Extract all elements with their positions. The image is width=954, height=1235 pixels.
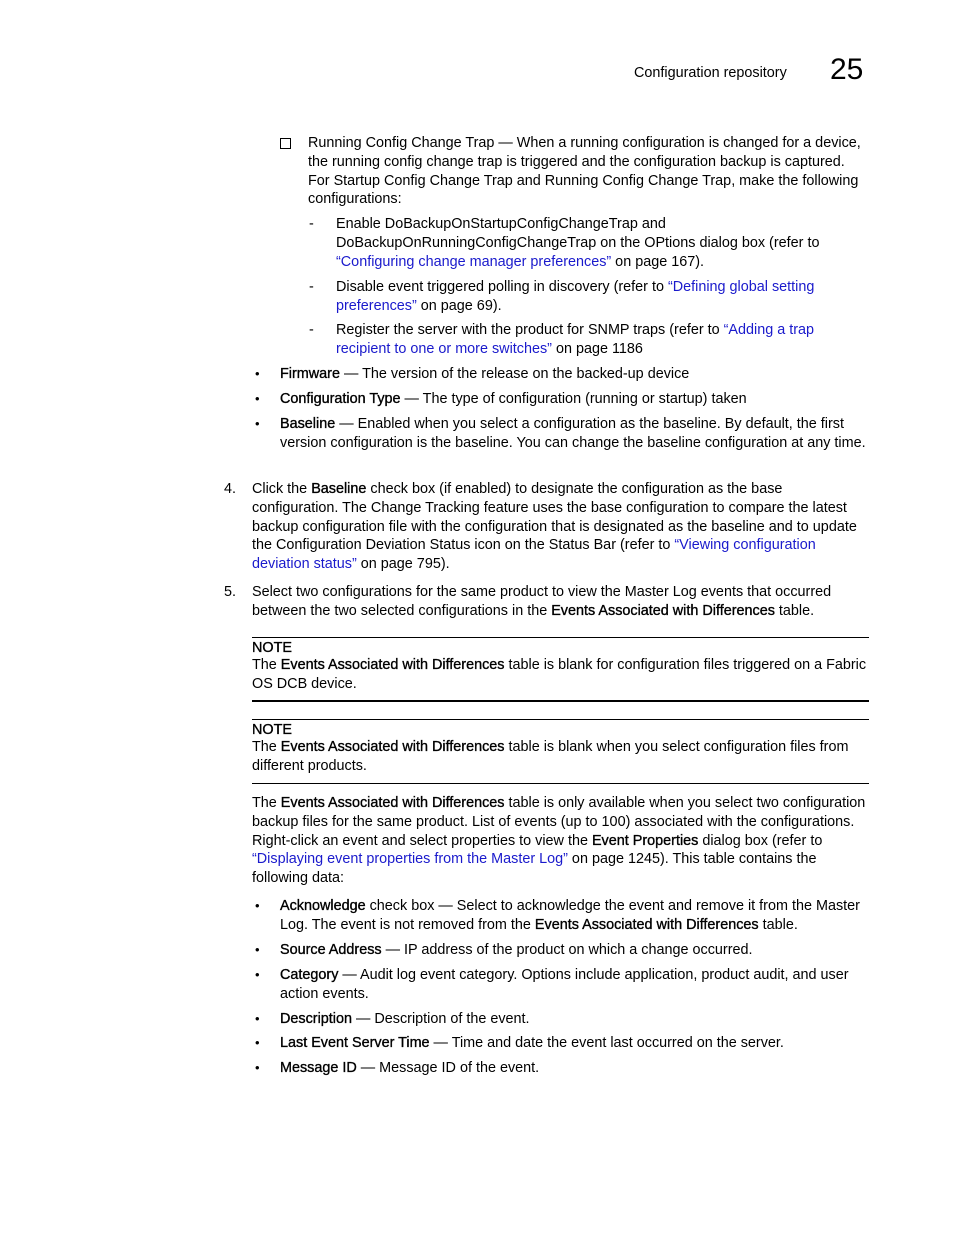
term: Event Properties (591, 832, 699, 849)
subitem-text: on page 167). (611, 253, 705, 270)
trap-subitem (336, 321, 856, 359)
trap-subitem (336, 278, 856, 316)
note-label-text: NOTE (252, 722, 292, 738)
list-item (280, 415, 866, 453)
term-description: — Message ID of the event. (356, 1060, 540, 1076)
term: Events Associated with Differences (280, 795, 505, 811)
running-header-title: Configuration repository (634, 65, 787, 81)
bullet-icon: • (255, 416, 260, 431)
bullet-icon: • (255, 391, 260, 406)
list-item (280, 941, 870, 960)
trap-subitem (336, 215, 856, 271)
step-text: table. (774, 602, 815, 619)
bullet-icon: • (255, 942, 260, 957)
term-description: — Time and date the event last occurred on the server. (429, 1035, 784, 1051)
dash-bullet-icon: - (309, 216, 314, 232)
bullet-icon: • (255, 366, 260, 381)
subitem-text: Enable DoBackupOnStartupConfigChangeTrap and DoBackupOnRunningConfigChangeTrap on the OPtions dialog box (refer to (336, 216, 820, 251)
bullet-icon: • (255, 967, 260, 982)
step-4-text (252, 480, 870, 574)
term-description: check box — Select to acknowledge the event and remove it from the Master Log. The event is not removed from the (280, 898, 860, 933)
list-item (280, 365, 870, 384)
chapter-number: 25 (830, 53, 864, 86)
bullet-icon: • (255, 898, 260, 913)
dash-bullet-icon: - (309, 279, 314, 295)
term-description: — IP address of the product on which a change occurred. (381, 942, 753, 958)
checkbox-bullet-icon (280, 138, 291, 149)
dash-bullet-icon: - (309, 322, 314, 338)
list-item (280, 897, 870, 935)
para-text: table is only available when you select two configuration backup files for the same product. List of events (up to 100) associated with the configurations. Right-click an event and select properties to view the (252, 795, 866, 849)
term: Baseline (280, 416, 336, 432)
step-text: on page 795). (356, 556, 450, 573)
para-text: dialog box (refer to (698, 832, 823, 849)
step-number: 5. (224, 584, 237, 600)
note-text: The (252, 657, 281, 673)
para-text: The (252, 795, 281, 811)
link-viewing-configuration-deviation-status[interactable]: “Viewing configuration deviation status” (252, 537, 816, 573)
list-item (280, 966, 870, 1004)
term: Events Associated with Differences (280, 739, 505, 755)
term-description: — Audit log event category. Options include application, product audit, and user action events. (280, 967, 849, 1002)
term-description: — Description of the event. (351, 1011, 530, 1027)
term-description: — The version of the release on the backed-up device (339, 366, 690, 382)
term-description: — Enabled when you select a configuration as the baseline. By default, the first version configuration is the baseline. You can change the baseline configuration at any time. (280, 416, 866, 451)
link-configuring-change-manager-preferences[interactable]: “Configuring change manager preferences” (336, 253, 612, 270)
step-text: check box (if enabled) to designate the configuration as the base configuration. The Change Tracking feature uses the base configuration to compare the latest backup configuration file with the configuration that is designated as the baseline and to update the Configuration Deviation Status icon on the Status Bar (refer to (252, 481, 857, 554)
bullet-icon: • (255, 1060, 260, 1075)
term: Acknowledge (280, 898, 366, 914)
subitem-text: on page 69). (416, 297, 502, 314)
term: Events Associated with Differences (280, 657, 505, 673)
step-text: Select two configurations for the same product to view the Master Log events that occurred between the two selected configurations in the (252, 584, 832, 619)
note-label (252, 721, 292, 740)
para-text: on page 1245). This table contains the following data: (252, 851, 817, 887)
note-divider (252, 637, 869, 638)
note-label (252, 639, 292, 658)
term: Description (280, 1011, 352, 1027)
term-description: — The type of configuration (running or startup) taken (400, 391, 747, 407)
events-paragraph (252, 794, 870, 888)
note-text: table is blank when you select configuration files from different products. (252, 739, 849, 774)
bullet-icon: • (255, 1011, 260, 1026)
term: Source Address (280, 942, 382, 958)
note-label-text: NOTE (252, 640, 292, 656)
note-text: The (252, 739, 281, 755)
term: Firmware (280, 366, 340, 382)
step-text: Click the (252, 481, 312, 497)
link-adding-a-trap-recipient[interactable]: “Adding a trap recipient to one or more switches” (336, 322, 815, 357)
note-divider (252, 783, 869, 784)
term: Baseline (311, 481, 367, 497)
trap-item-text: Running Config Change Trap — When a running configuration is changed for a device, the running config change trap is triggered and the configuration backup is captured. For Startup Config Change Trap and Running Config Change Trap, make the following configurations: (308, 135, 861, 208)
note-text: table is blank for configuration files triggered on a Fabric OS DCB device. (252, 657, 867, 692)
term: Events Associated with Differences (551, 602, 775, 619)
subitem-text: Register the server with the product for SNMP traps (refer to (336, 322, 724, 338)
link-defining-global-setting-preferences[interactable]: “Defining global setting preferences” (336, 279, 815, 314)
list-item (280, 1010, 870, 1029)
step-5-text (252, 583, 870, 621)
term: Message ID (280, 1060, 357, 1076)
term: Configuration Type (280, 391, 401, 407)
note-2-text (252, 738, 870, 776)
subitem-text: Disable event triggered polling in discovery (refer to (336, 279, 668, 295)
list-item (280, 1034, 870, 1053)
link-displaying-event-properties[interactable]: “Displaying event properties from the Master Log” (252, 851, 568, 868)
bullet-icon: • (255, 1035, 260, 1050)
note-1-text (252, 656, 870, 694)
term: Last Event Server Time (280, 1035, 430, 1051)
step-number: 4. (224, 481, 237, 497)
list-item (280, 390, 870, 409)
term: Events Associated with Differences (534, 916, 759, 933)
subitem-text: on page 1186 (551, 340, 643, 357)
list-item (280, 1059, 870, 1078)
term-description: table. (758, 916, 798, 933)
note-divider (252, 700, 869, 702)
term: Category (280, 967, 339, 983)
note-divider (252, 719, 869, 720)
